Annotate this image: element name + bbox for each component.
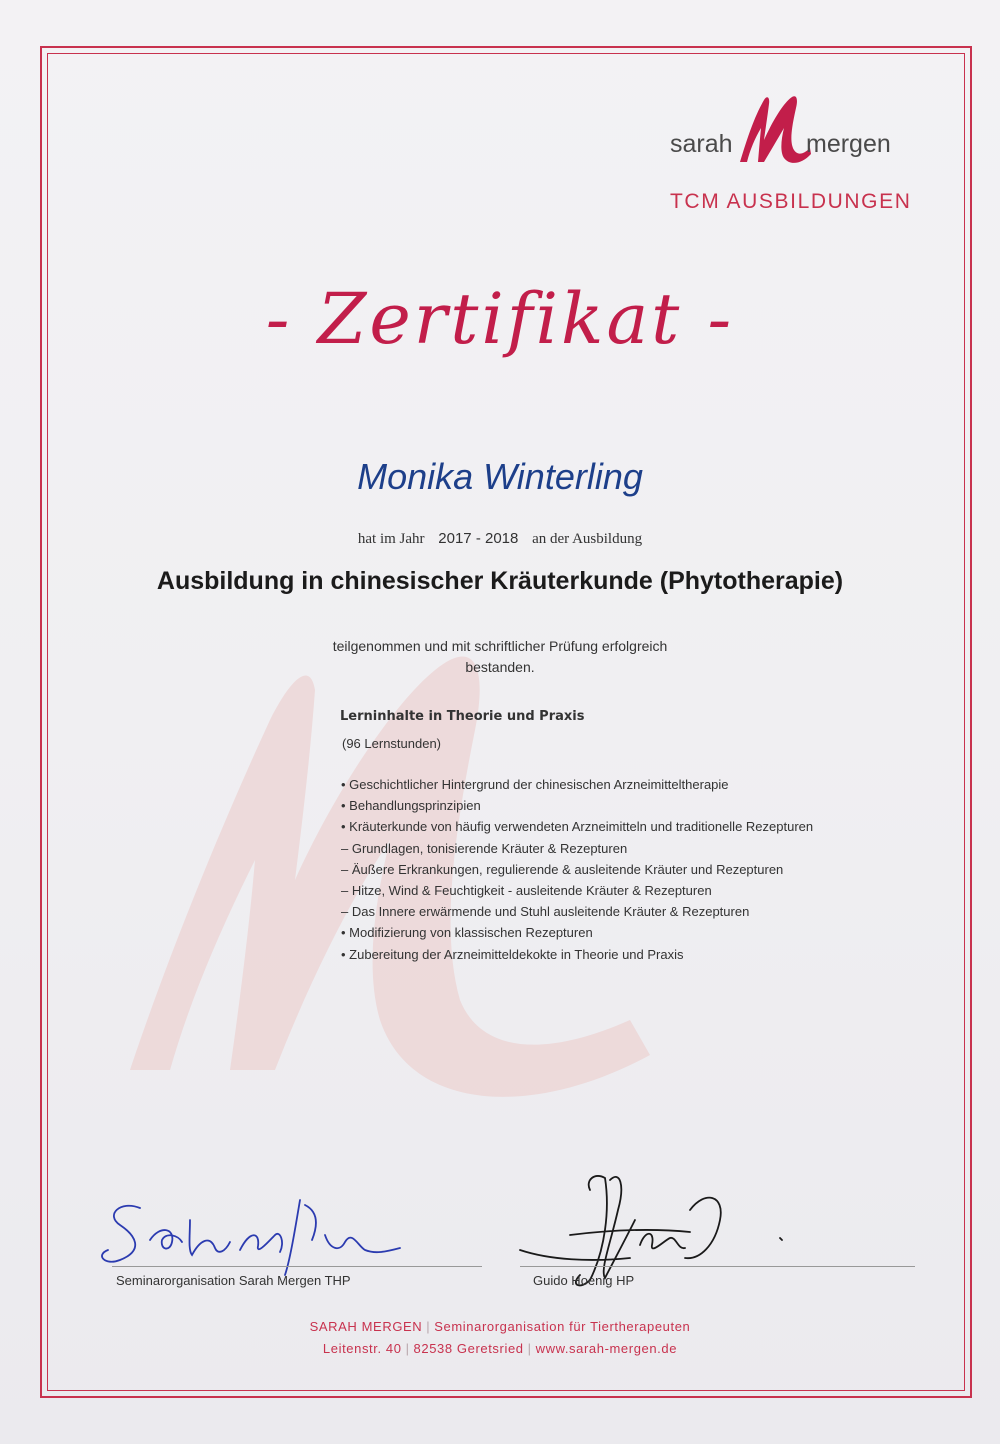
footer-address bbox=[0, 1316, 1000, 1360]
signature-label-right: Guido Hoenig HP bbox=[533, 1273, 635, 1288]
list-item: • Kräuterkunde von häufig verwendeten Arzneimitteln und traditionelle Rezepturen bbox=[341, 819, 814, 835]
list-item: – Grundlagen, tonisierende Kräuter & Rezepturen bbox=[341, 840, 628, 856]
logo-m-mark bbox=[734, 92, 812, 168]
year-prefix: hat im Jahr bbox=[357, 531, 425, 547]
list-item: • Zubereitung der Arzneimitteldekokte in Theorie und Praxis bbox=[341, 946, 684, 962]
course-title: Ausbildung in chinesischer Kräuterkunde (Phytotherapie) bbox=[156, 567, 844, 595]
footer-line-2 bbox=[0, 1338, 1000, 1360]
footer-org-desc: Seminarorganisation für Tiertherapeuten bbox=[434, 1319, 691, 1334]
year-value: 2017 - 2018 bbox=[438, 530, 519, 547]
signature-line-right bbox=[520, 1266, 915, 1267]
recipient-name: Monika Winterling bbox=[357, 456, 643, 497]
list-item: • Behandlungsprinzipien bbox=[341, 798, 481, 814]
year-suffix: an der Ausbildung bbox=[532, 531, 643, 547]
footer-org-name: SARAH MERGEN bbox=[309, 1319, 423, 1334]
list-item: • Geschichtlicher Hintergrund der chinesischen Arzneimitteltherapie bbox=[341, 777, 729, 792]
content-hours: (96 Lernstunden) bbox=[342, 736, 442, 751]
footer-separator: | bbox=[527, 1341, 532, 1356]
footer-separator: | bbox=[405, 1341, 410, 1356]
signature-line-left bbox=[112, 1266, 482, 1267]
footer-separator: | bbox=[426, 1319, 431, 1334]
list-item: • Modifizierung von klassischen Rezepturen bbox=[341, 925, 593, 941]
content-heading: Lerninhalte in Theorie und Praxis bbox=[340, 709, 585, 724]
signature-label-left: Seminarorganisation Sarah Mergen THP bbox=[116, 1273, 351, 1288]
result-line-1: teilgenommen und mit schriftlicher Prüfung erfolgreich bbox=[332, 638, 668, 654]
result-line-2: bestanden. bbox=[465, 659, 535, 675]
content-list bbox=[341, 774, 813, 965]
footer-line-1 bbox=[0, 1316, 1000, 1338]
footer-street: Leitenstr. 40 bbox=[322, 1341, 402, 1356]
logo-text-sarah: sarah bbox=[670, 130, 733, 158]
footer-website: www.sarah-mergen.de bbox=[535, 1341, 678, 1356]
list-item: – Hitze, Wind & Feuchtigkeit - ausleitende Kräuter & Rezepturen bbox=[341, 882, 712, 898]
result-text bbox=[0, 636, 1000, 678]
list-item: – Das Innere erwärmende und Stuhl ausleitende Kräuter & Rezepturen bbox=[341, 904, 750, 920]
year-line bbox=[0, 530, 1000, 548]
sarah-mergen-logo bbox=[660, 92, 920, 222]
logo-subtitle: TCM AUSBILDUNGEN bbox=[670, 190, 912, 213]
footer-city: 82538 Geretsried bbox=[413, 1341, 524, 1356]
logo-text-mergen: mergen bbox=[806, 130, 891, 158]
certificate-title: - Zertifikat - bbox=[265, 278, 735, 360]
list-item: – Äußere Erkrankungen, regulierende & ausleitende Kräuter und Rezepturen bbox=[341, 861, 784, 877]
